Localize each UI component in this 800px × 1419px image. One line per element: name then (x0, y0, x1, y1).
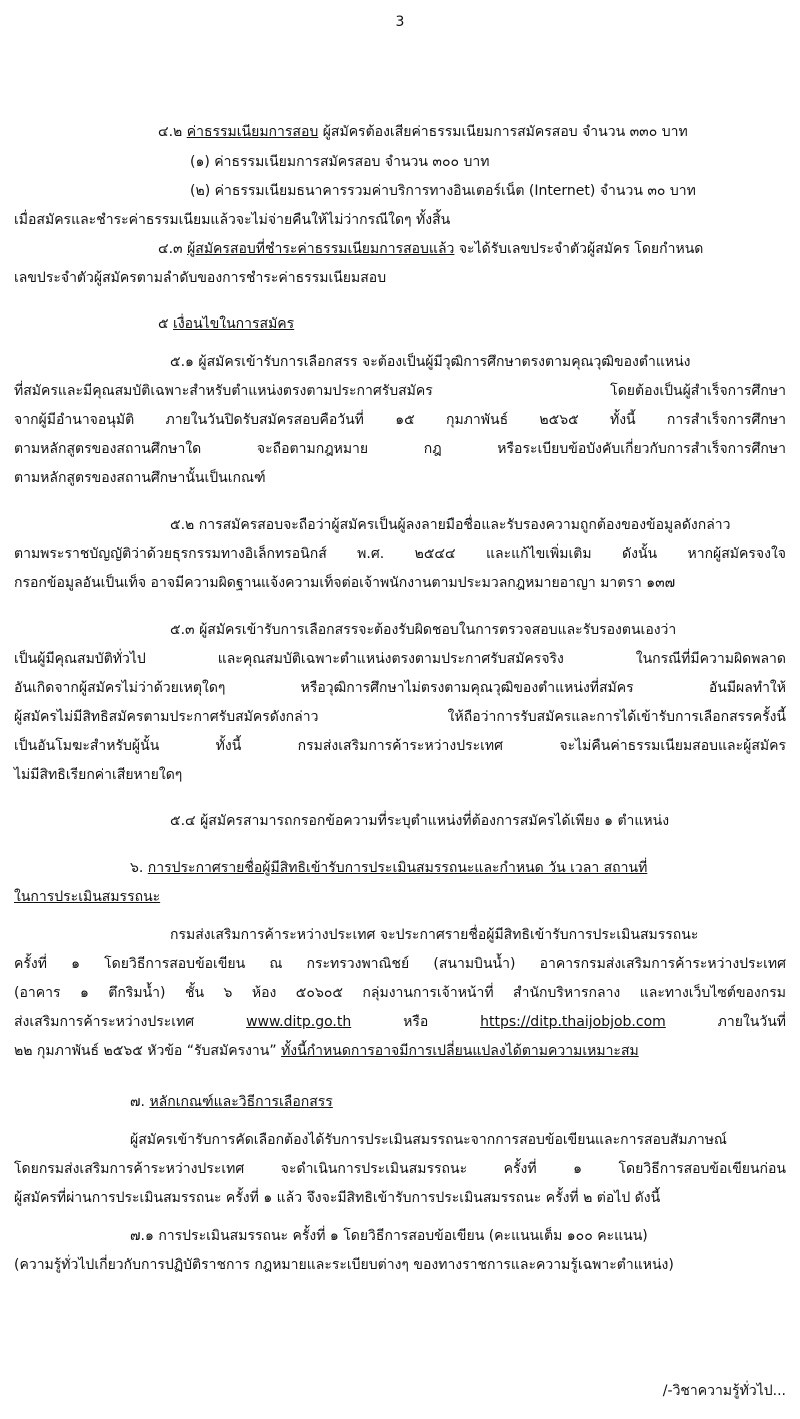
text-segment: ๔.๒ (158, 124, 187, 140)
text-line (14, 210, 450, 230)
text-segment: ที่สมัครและมีคุณสมบัติเฉพาะสำหรับตำแหน่งตรงตามประกาศรับสมัคร โดยต้องเป็นผู้สำเร็จการศึกษา (14, 383, 786, 399)
text-segment: ๖. (130, 860, 148, 876)
text-segment: เมื่อสมัครและชำระค่าธรรมเนียมแล้วจะไม่จ่ายคืนให้ไม่ว่ากรณีใดๆ ทั้งสิ้น (14, 212, 451, 228)
text-line (14, 268, 386, 288)
underlined-text: เงื่อนไขในการสมัคร (173, 316, 295, 332)
underlined-text: ในการประเมินสมรรถนะ (14, 889, 161, 905)
text-line (170, 811, 669, 831)
text-line (130, 1130, 727, 1150)
page-number: 3 (395, 14, 405, 30)
text-line (14, 468, 266, 488)
text-line (14, 1188, 660, 1208)
text-segment: (ความรู้ทั่วไปเกี่ยวกับการปฏิบัติราชการ กฎหมายและระเบียบต่างๆ ของทางราชการและความรู้เฉพาะตำแหน่ง) (14, 1257, 674, 1273)
text-line (170, 352, 690, 372)
text-line (170, 515, 731, 535)
underlined-text: www.ditp.go.th (246, 1014, 352, 1030)
text-line (14, 410, 786, 430)
text-line (14, 765, 182, 785)
text-line (14, 1012, 786, 1032)
text-line (130, 858, 647, 878)
text-line (14, 736, 786, 756)
text-segment: ตามหลักสูตรของสถานศึกษาใด จะถือตามกฎหมาย กฎ หรือระเบียบข้อบังคับเกี่ยวกับการสำเร็จการศึกษา (14, 441, 786, 457)
text-segment: (๒) ค่าธรรมเนียมธนาคารรวมค่าบริการทางอินเตอร์เน็ต (Internet) จำนวน ๓๐ บาท (190, 183, 696, 199)
text-line (14, 439, 786, 459)
text-segment: เลขประจำตัวผู้สมัครตามลำดับของการชำระค่าธรรมเนียมสอบ (14, 270, 387, 286)
text-segment: ผู้สมัครเข้ารับการคัดเลือกต้องได้รับการประเมินสมรรถนะจากการสอบข้อเขียนและการสอบสัมภาษณ์ (130, 1132, 727, 1148)
text-line (130, 1226, 648, 1246)
text-line (14, 544, 786, 564)
underlined-text: การประกาศรายชื่อผู้มีสิทธิเข้ารับการประเมินสมรรถนะและกำหนด วัน เวลา สถานที่ (147, 860, 648, 876)
text-line (14, 678, 786, 698)
text-segment: โดยกรมส่งเสริมการค้าระหว่างประเทศ จะดำเนินการประเมินสมรรถนะ ครั้งที่ ๑ โดยวิธีการสอบข้อเขียนก่อน (14, 1161, 786, 1177)
text-segment: จากผู้มีอำนาจอนุมัติ ภายในวันปิดรับสมัครสอบคือวันที่ ๑๕ กุมภาพันธ์ ๒๕๖๕ ทั้งนี้ การสำเร็จการศึกษา (14, 412, 786, 428)
text-line (158, 239, 703, 259)
text-line (14, 649, 786, 669)
text-segment: ๕.๑ ผู้สมัครเข้ารับการเลือกสรร จะต้องเป็นผู้มีวุฒิการศึกษาตรงตามคุณวุฒิของตำแหน่ง (170, 354, 691, 370)
underlined-text: หลักเกณฑ์และวิธีการเลือกสรร (149, 1094, 333, 1110)
text-segment: ๕.๒ การสมัครสอบจะถือว่าผู้สมัครเป็นผู้ลงลายมือชื่อและรับรองความถูกต้องของข้อมูลดังกล่าว (170, 517, 731, 533)
text-segment: อันเกิดจากผู้สมัครไม่ว่าด้วยเหตุใดๆ หรือวุฒิการศึกษาไม่ตรงตามคุณวุฒิของตำแหน่งที่สมัคร อันมีผลทำให้ (14, 680, 786, 696)
text-segment: ครั้งที่ ๑ โดยวิธีการสอบข้อเขียน ณ กระทรวงพาณิชย์ (สนามบินน้ำ) อาคารกรมส่งเสริมการค้าระหว่างประเทศ (14, 956, 786, 972)
text-segment: ไม่มีสิทธิเรียกค่าเสียหายใดๆ (14, 767, 183, 783)
text-segment: ๔.๓ (158, 241, 188, 257)
text-segment: เป็นผู้มีคุณสมบัติทั่วไป และคุณสมบัติเฉพาะตำแหน่งตรงตามประกาศรับสมัครจริง ในกรณีที่มีความผิดพลาด (14, 651, 786, 667)
text-segment: ผู้สมัครต้องเสียค่าธรรมเนียมการสมัครสอบ จำนวน ๓๓๐ บาท (318, 124, 688, 140)
text-line (14, 381, 786, 401)
text-line (14, 1255, 674, 1275)
text-line (14, 954, 786, 974)
text-segment: กรอกข้อมูลอันเป็นเท็จ อาจมีความผิดฐานแจ้งความเท็จต่อเจ้าพนักงานตามประมวลกฎหมายอาญา มาตรา ๑๓๗ (14, 575, 676, 591)
underlined-text: ทั้งนี้กำหนดการอาจมีการเปลี่ยนแปลงได้ตามความเหมาะสม (281, 1043, 639, 1059)
text-line (190, 152, 490, 172)
text-segment: หรือ (351, 1014, 481, 1030)
text-line (130, 1092, 333, 1112)
text-line (170, 620, 676, 640)
text-segment: ๗. (130, 1094, 150, 1110)
underlined-text: ค่าธรรมเนียมการสอบ (186, 124, 319, 140)
text-line (14, 1159, 786, 1179)
text-segment: ผู้สมัครที่ผ่านการประเมินสมรรถนะ ครั้งที่ ๑ แล้ว จึงจะมีสิทธิเข้ารับการประเมินสมรรถนะ ครั้งที่ ๒ ต่อไป ดังนี้ (14, 1190, 661, 1206)
text-line (158, 122, 688, 142)
text-segment: ส่งเสริมการค้าระหว่างประเทศ (14, 1014, 247, 1030)
text-segment: ๒๒ กุมภาพันธ์ ๒๕๖๕ หัวข้อ “รับสมัครงาน” (14, 1043, 282, 1059)
text-segment: ตามหลักสูตรของสถานศึกษานั้นเป็นเกณฑ์ (14, 470, 266, 486)
text-segment: ๕.๓ ผู้สมัครเข้ารับการเลือกสรรจะต้องรับผิดชอบในการตรวจสอบและรับรองตนเองว่า (170, 622, 677, 638)
underlined-text: ผู้สมัครสอบที่ชำระค่าธรรมเนียมการสอบแล้ว (187, 241, 455, 257)
text-segment: ตามพระราชบัญญัติว่าด้วยธุรกรรมทางอิเล็กทรอนิกส์ พ.ศ. ๒๕๔๔ และแก้ไขเพิ่มเติม ดังนั้น หากผู้สมัครจงใจ (14, 546, 786, 562)
text-segment: จะได้รับเลขประจำตัวผู้สมัคร โดยกำหนด (454, 241, 704, 257)
text-segment: ๗.๑ การประเมินสมรรถนะ ครั้งที่ ๑ โดยวิธีการสอบข้อเขียน (คะแนนเต็ม ๑๐๐ คะแนน) (130, 1228, 648, 1244)
text-line (14, 887, 160, 907)
text-segment: ๕.๔ ผู้สมัครสามารถกรอกข้อความที่ระบุตำแหน่งที่ต้องการสมัครได้เพียง ๑ ตำแหน่ง (170, 813, 670, 829)
text-segment: ภายในวันที่ (665, 1014, 787, 1030)
text-line (14, 1041, 639, 1061)
text-segment: ผู้สมัครไม่มีสิทธิสมัครตามประกาศรับสมัครดังกล่าว ให้ถือว่าการรับสมัครและการได้เข้ารับการเลือกสรรครั้งนี้ (14, 709, 786, 725)
text-line (170, 925, 698, 945)
text-line (14, 983, 786, 1003)
continuation-note: /-วิชาความรู้ทั่วไป... (662, 1383, 786, 1399)
text-line (158, 314, 294, 334)
text-line (14, 573, 675, 593)
underlined-text: https://ditp.thaijobjob.com (480, 1014, 666, 1030)
text-segment: กรมส่งเสริมการค้าระหว่างประเทศ จะประกาศรายชื่อผู้มีสิทธิเข้ารับการประเมินสมรรถนะ (170, 927, 699, 943)
text-line (190, 181, 696, 201)
text-line (14, 707, 786, 727)
text-segment: (๑) ค่าธรรมเนียมการสมัครสอบ จำนวน ๓๐๐ บาท (190, 154, 490, 170)
text-segment: ๕ (158, 316, 174, 332)
text-segment: เป็นอันโมฆะสำหรับผู้นั้น ทั้งนี้ กรมส่งเสริมการค้าระหว่างประเทศ จะไม่คืนค่าธรรมเนียมสอบและผู้สมัคร (14, 738, 786, 754)
text-segment: (อาคาร ๑ ตึกริมน้ำ) ชั้น ๖ ห้อง ๕๐๖๐๕ กลุ่มงานการเจ้าหน้าที่ สำนักบริหารกลาง และทางเว็บไซต์ของกรม (14, 985, 786, 1001)
